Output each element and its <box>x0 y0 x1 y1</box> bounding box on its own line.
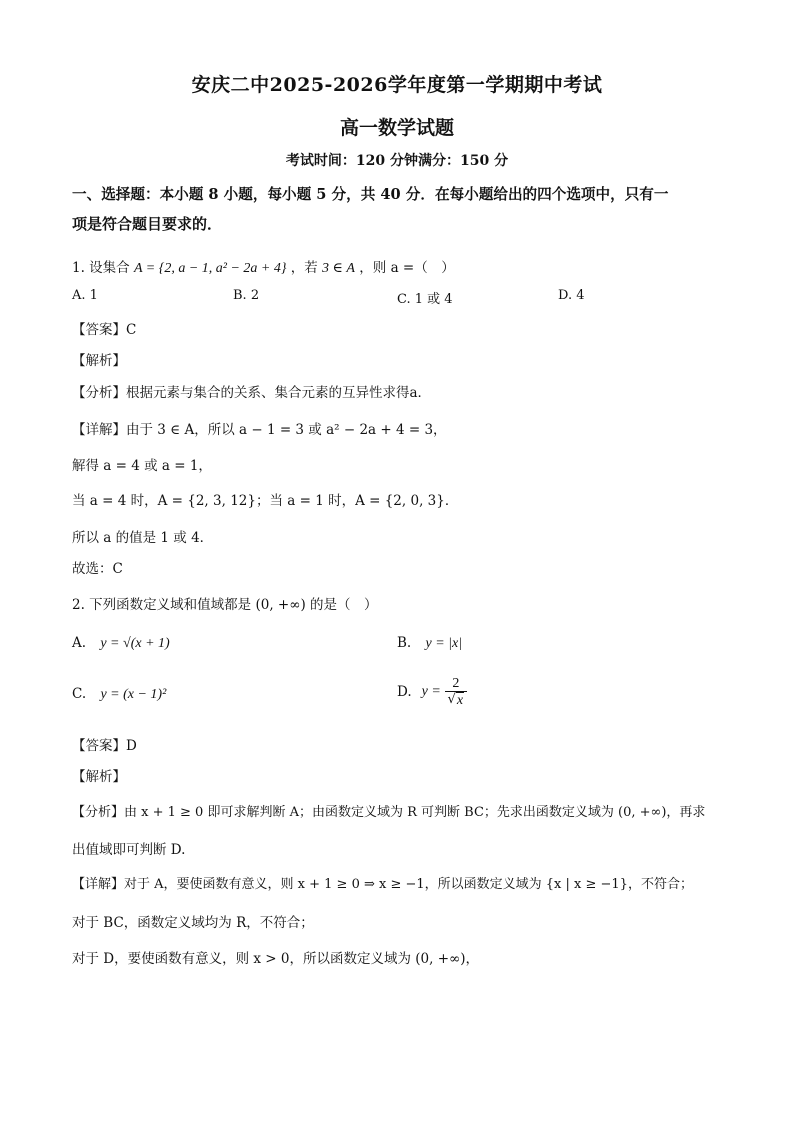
q2-option-d-numerator: 2 <box>452 676 460 691</box>
q2-fenxi-line2: 出值域即可判断 D. <box>72 842 186 858</box>
q1-detail-3: 当 a = 4 时，A = {2, 3, 12}；当 a = 1 时，A = {2, 0, 3}． <box>72 493 459 509</box>
section-heading-line2: 项是符合题目要求的． <box>72 215 223 233</box>
q1-detail-4: 所以 a 的值是 1 或 4． <box>72 530 214 546</box>
q2-option-c-expr: y = (x − 1)² <box>100 687 167 702</box>
q1-stem <box>72 256 455 277</box>
q1-option-c: C. 1 或 4 <box>397 292 453 307</box>
q2-option-a-label: A. <box>72 635 87 651</box>
q1-fenxi: 【分析】根据元素与集合的关系、集合元素的互异性求得a． <box>72 385 432 401</box>
q2-option-a <box>72 635 170 652</box>
q1-ask: a =（ ） <box>390 260 455 276</box>
sqrt-icon: √ <box>447 692 456 708</box>
q2-option-b <box>397 635 462 652</box>
q1-prefix: 1. 设集合 <box>72 260 130 276</box>
q2-fenxi-line1: 【分析】由 x + 1 ≥ 0 即可求解判断 A；由函数定义域为 R 可判断 BC；先求出函数定义域为 (0, +∞)，再求 <box>72 805 706 820</box>
q1-option-b: B. 2 <box>233 288 260 303</box>
q2-detail-3: 对于 D，要使函数有意义，则 x > 0，所以函数定义域为 (0, +∞)， <box>72 951 480 967</box>
q1-choose: 故选：C <box>72 561 123 577</box>
q1-mid: ，若 <box>290 260 318 276</box>
q1-option-d: D. 4 <box>558 288 585 303</box>
q1-answer: 【答案】C <box>72 322 137 338</box>
q1-suffix: ，则 <box>359 260 387 276</box>
q1-set-expression: A = {2, a − 1, a² − 2a + 4} <box>133 261 287 276</box>
q2-detail-2: 对于 BC，函数定义域均为 R，不符合； <box>72 915 314 931</box>
q2-stem: 2. 下列函数定义域和值域都是 (0, +∞) 的是（ ） <box>72 597 378 613</box>
q2-answer: 【答案】D <box>72 738 137 754</box>
q2-option-b-label: B. <box>397 635 412 651</box>
q1-detail-1: 【详解】由于 3 ∈ A，所以 a − 1 = 3 或 a² − 2a + 4 = 3， <box>72 422 447 438</box>
q1-analysis-label: 【解析】 <box>72 353 126 369</box>
q2-option-d-lhs: y = <box>421 684 441 700</box>
q2-option-d-denominator: x <box>456 693 464 709</box>
exam-info: 考试时间：120 分钟满分：150 分 <box>285 153 509 169</box>
section-heading-line1: 一、选择题：本小题 8 小题，每小题 5 分，共 40 分．在每小题给出的四个选项中，只有一 <box>72 186 669 203</box>
q1-option-a: A. 1 <box>72 288 98 303</box>
q2-analysis-label: 【解析】 <box>72 769 126 785</box>
q2-option-a-expr: y = √(x + 1) <box>100 636 170 651</box>
q1-detail-2: 解得 a = 4 或 a = 1， <box>72 458 212 474</box>
q2-option-d-label: D. <box>397 684 412 701</box>
q2-option-d <box>397 676 467 709</box>
q2-option-b-expr: y = |x| <box>425 636 463 651</box>
q2-option-d-fraction <box>445 676 467 709</box>
q1-condition: 3 ∈ A <box>322 261 355 276</box>
document-subtitle: 高一数学试题 <box>339 117 454 139</box>
document-title: 安庆二中2025-2026学年度第一学期期中考试 <box>191 74 603 96</box>
q2-option-c <box>72 686 166 703</box>
q2-detail-1: 【详解】对于 A，要使函数有意义，则 x + 1 ≥ 0 ⇒ x ≥ −1，所以函数定义域为 {x | x ≥ −1}，不符合； <box>72 877 693 892</box>
q2-option-d-denominator-wrap <box>448 692 465 708</box>
q2-option-c-label: C. <box>72 686 87 702</box>
